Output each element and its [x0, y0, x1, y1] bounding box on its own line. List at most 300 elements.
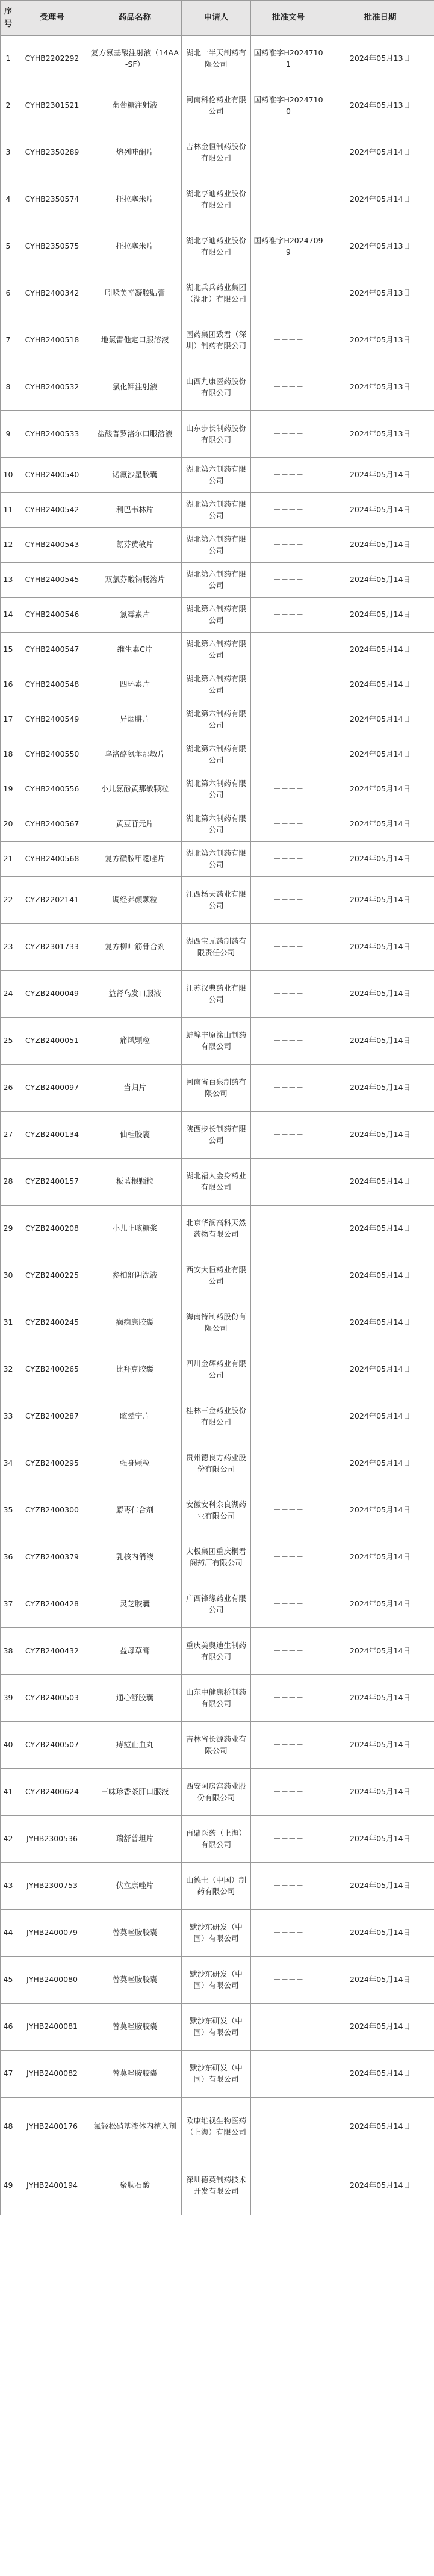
cell-applicant: 湖北第六制药有限公司 — [182, 702, 251, 737]
cell-accept-no: CYZB2400157 — [16, 1159, 88, 1206]
cell-date: 2024年05月14日 — [326, 1487, 434, 1534]
cell-applicant: 湖北第六制药有限公司 — [182, 528, 251, 563]
cell-applicant: 四川金辉药业有限公司 — [182, 1346, 251, 1393]
cell-accept-no: JYHB2400079 — [16, 1910, 88, 1957]
cell-seq: 6 — [1, 270, 16, 317]
cell-date: 2024年05月14日 — [326, 1534, 434, 1581]
cell-seq: 13 — [1, 563, 16, 598]
cell-accept-no: CYZB2202141 — [16, 877, 88, 924]
cell-product: 黄豆苷元片 — [88, 807, 182, 842]
cell-seq: 33 — [1, 1393, 16, 1440]
cell-approval: －－－－ — [251, 842, 326, 877]
cell-accept-no: JYHB2400080 — [16, 1957, 88, 2004]
header-applicant: 申请人 — [182, 1, 251, 36]
cell-product: 调经养颜颗粒 — [88, 877, 182, 924]
cell-product: 氯霉素片 — [88, 598, 182, 633]
table-row — [1, 971, 434, 1018]
cell-product: 三味珍香茶肝口服液 — [88, 1769, 182, 1816]
cell-applicant: 湖北第六制药有限公司 — [182, 807, 251, 842]
cell-product: 熔列哇酮片 — [88, 129, 182, 176]
cell-date: 2024年05月14日 — [326, 1675, 434, 1722]
cell-date: 2024年05月14日 — [326, 1346, 434, 1393]
cell-applicant: 山德士（中国）制药有限公司 — [182, 1863, 251, 1910]
cell-product: 替莫唑胺胶囊 — [88, 2004, 182, 2051]
cell-seq: 5 — [1, 223, 16, 270]
cell-seq: 12 — [1, 528, 16, 563]
cell-date: 2024年05月14日 — [326, 1957, 434, 2004]
cell-approval: －－－－ — [251, 633, 326, 667]
table-row — [1, 702, 434, 737]
cell-date: 2024年05月14日 — [326, 528, 434, 563]
cell-date: 2024年05月14日 — [326, 1910, 434, 1957]
cell-applicant: 湖北第六制药有限公司 — [182, 842, 251, 877]
cell-product: 灵芝胶囊 — [88, 1581, 182, 1628]
cell-seq: 49 — [1, 2156, 16, 2215]
cell-product: 瑞舒普坦片 — [88, 1816, 182, 1863]
cell-accept-no: CYHB2400547 — [16, 633, 88, 667]
table-row — [1, 2051, 434, 2098]
cell-applicant: 默沙东研发（中国）有限公司 — [182, 1957, 251, 2004]
cell-product: 氟轻松硝基液体内植入剂 — [88, 2098, 182, 2156]
cell-date: 2024年05月13日 — [326, 317, 434, 364]
cell-date: 2024年05月14日 — [326, 1252, 434, 1299]
cell-accept-no: CYHB2400543 — [16, 528, 88, 563]
cell-accept-no: JYHB2400176 — [16, 2098, 88, 2156]
cell-product: 异烟肼片 — [88, 702, 182, 737]
cell-seq: 3 — [1, 129, 16, 176]
cell-date: 2024年05月14日 — [326, 1440, 434, 1487]
cell-date: 2024年05月14日 — [326, 1065, 434, 1112]
table-row — [1, 176, 434, 223]
cell-approval: －－－－ — [251, 2051, 326, 2098]
cell-product: 乳核内消液 — [88, 1534, 182, 1581]
cell-product: 益母草膏 — [88, 1628, 182, 1675]
cell-product: 替莫唑胺胶囊 — [88, 1910, 182, 1957]
cell-applicant: 默沙东研发（中国）有限公司 — [182, 1910, 251, 1957]
cell-applicant: 湖北第六制药有限公司 — [182, 772, 251, 807]
table-row — [1, 1581, 434, 1628]
cell-product: 吲哚美辛凝胶贴膏 — [88, 270, 182, 317]
table-row — [1, 737, 434, 772]
cell-applicant: 深圳德英制药技术开发有限公司 — [182, 2156, 251, 2215]
cell-approval: －－－－ — [251, 1957, 326, 2004]
cell-product: 仙桂胶囊 — [88, 1112, 182, 1159]
table-row — [1, 1628, 434, 1675]
cell-approval: －－－－ — [251, 1910, 326, 1957]
cell-approval: －－－－ — [251, 1675, 326, 1722]
header-product: 药品名称 — [88, 1, 182, 36]
header-accept-no: 受理号 — [16, 1, 88, 36]
cell-accept-no: CYZB2400295 — [16, 1440, 88, 1487]
cell-applicant: 国药集团致君（深圳）制药有限公司 — [182, 317, 251, 364]
cell-accept-no: CYHB2400518 — [16, 317, 88, 364]
cell-seq: 11 — [1, 493, 16, 528]
cell-product: 板蓝根颗粒 — [88, 1159, 182, 1206]
cell-product: 比拜克胶囊 — [88, 1346, 182, 1393]
cell-date: 2024年05月13日 — [326, 411, 434, 458]
cell-product: 四环素片 — [88, 667, 182, 702]
cell-accept-no: CYHB2400546 — [16, 598, 88, 633]
cell-date: 2024年05月14日 — [326, 1299, 434, 1346]
cell-applicant: 湖北福人金身药业有限公司 — [182, 1159, 251, 1206]
table-header-row — [1, 1, 434, 36]
cell-seq: 7 — [1, 317, 16, 364]
table-body — [1, 36, 434, 2215]
cell-product: 小儿止咳糖浆 — [88, 1206, 182, 1252]
cell-approval: －－－－ — [251, 737, 326, 772]
cell-applicant: 湖北第六制药有限公司 — [182, 633, 251, 667]
cell-approval: －－－－ — [251, 317, 326, 364]
cell-seq: 24 — [1, 971, 16, 1018]
table-row — [1, 1346, 434, 1393]
cell-seq: 29 — [1, 1206, 16, 1252]
cell-seq: 39 — [1, 1675, 16, 1722]
cell-date: 2024年05月13日 — [326, 364, 434, 411]
cell-seq: 21 — [1, 842, 16, 877]
cell-date: 2024年05月14日 — [326, 1769, 434, 1816]
cell-accept-no: CYHB2400540 — [16, 458, 88, 493]
cell-approval: －－－－ — [251, 598, 326, 633]
cell-approval: －－－－ — [251, 176, 326, 223]
cell-applicant: 默沙东研发（中国）有限公司 — [182, 2051, 251, 2098]
table-row — [1, 2156, 434, 2215]
cell-date: 2024年05月14日 — [326, 2098, 434, 2156]
cell-approval: －－－－ — [251, 667, 326, 702]
cell-applicant: 湖西宝元药制药有限责任公司 — [182, 924, 251, 971]
cell-date: 2024年05月14日 — [326, 1018, 434, 1065]
cell-accept-no: CYZB2400208 — [16, 1206, 88, 1252]
cell-seq: 16 — [1, 667, 16, 702]
cell-product: 托拉塞米片 — [88, 223, 182, 270]
cell-approval: －－－－ — [251, 1159, 326, 1206]
cell-product: 替莫唑胺胶囊 — [88, 2051, 182, 2098]
cell-date: 2024年05月14日 — [326, 1393, 434, 1440]
cell-seq: 2 — [1, 82, 16, 129]
cell-approval: －－－－ — [251, 563, 326, 598]
table-row — [1, 1722, 434, 1769]
cell-product: 参柏舒阴洗液 — [88, 1252, 182, 1299]
cell-date: 2024年05月14日 — [326, 702, 434, 737]
cell-product: 复方氨基酸注射液（14AA-SF） — [88, 36, 182, 82]
cell-seq: 17 — [1, 702, 16, 737]
cell-accept-no: CYZB2400507 — [16, 1722, 88, 1769]
cell-applicant: 湖北第六制药有限公司 — [182, 458, 251, 493]
cell-seq: 14 — [1, 598, 16, 633]
cell-seq: 31 — [1, 1299, 16, 1346]
cell-product: 伏立康唑片 — [88, 1863, 182, 1910]
table-row — [1, 1440, 434, 1487]
cell-applicant: 重庆美奥迪生制药有限公司 — [182, 1628, 251, 1675]
cell-accept-no: JYHB2400194 — [16, 2156, 88, 2215]
cell-accept-no: CYZB2400245 — [16, 1299, 88, 1346]
cell-date: 2024年05月13日 — [326, 270, 434, 317]
cell-approval: －－－－ — [251, 1534, 326, 1581]
cell-applicant: 吉林金恒制药股份有限公司 — [182, 129, 251, 176]
cell-seq: 38 — [1, 1628, 16, 1675]
cell-date: 2024年05月14日 — [326, 633, 434, 667]
table-row — [1, 1252, 434, 1299]
table-row — [1, 36, 434, 82]
cell-seq: 46 — [1, 2004, 16, 2051]
cell-seq: 1 — [1, 36, 16, 82]
cell-accept-no: CYHB2350575 — [16, 223, 88, 270]
table-row — [1, 129, 434, 176]
cell-accept-no: CYHB2400542 — [16, 493, 88, 528]
table-row — [1, 772, 434, 807]
cell-applicant: 河南省百泉制药有限公司 — [182, 1065, 251, 1112]
table-row — [1, 1957, 434, 2004]
cell-seq: 18 — [1, 737, 16, 772]
cell-applicant: 吉林省长源药业有限公司 — [182, 1722, 251, 1769]
cell-date: 2024年05月14日 — [326, 1581, 434, 1628]
cell-approval: －－－－ — [251, 458, 326, 493]
cell-approval: －－－－ — [251, 1206, 326, 1252]
cell-accept-no: CYZB2400225 — [16, 1252, 88, 1299]
cell-date: 2024年05月14日 — [326, 2051, 434, 2098]
table-row — [1, 1112, 434, 1159]
cell-seq: 32 — [1, 1346, 16, 1393]
cell-date: 2024年05月13日 — [326, 223, 434, 270]
cell-applicant: 广西锋缘药业有限公司 — [182, 1581, 251, 1628]
cell-approval: －－－－ — [251, 1487, 326, 1534]
cell-product: 诺氟沙星胶囊 — [88, 458, 182, 493]
cell-product: 小儿氨酚黄那敏颗粒 — [88, 772, 182, 807]
table-row — [1, 2098, 434, 2156]
table-row — [1, 877, 434, 924]
cell-seq: 25 — [1, 1018, 16, 1065]
cell-accept-no: CYHB2350574 — [16, 176, 88, 223]
cell-accept-no: CYZB2400097 — [16, 1065, 88, 1112]
cell-applicant: 陕西步长制药有限公司 — [182, 1112, 251, 1159]
cell-product: 益肾乌发口服液 — [88, 971, 182, 1018]
cell-applicant: 湖北第六制药有限公司 — [182, 667, 251, 702]
cell-date: 2024年05月13日 — [326, 36, 434, 82]
cell-approval: －－－－ — [251, 971, 326, 1018]
table-row — [1, 1863, 434, 1910]
cell-date: 2024年05月14日 — [326, 129, 434, 176]
cell-product: 盐酸普罗洛尔口服溶液 — [88, 411, 182, 458]
cell-approval: －－－－ — [251, 1816, 326, 1863]
cell-date: 2024年05月14日 — [326, 971, 434, 1018]
cell-product: 地氯雷他定口服溶液 — [88, 317, 182, 364]
cell-applicant: 蚌埠丰原涂山制药有限公司 — [182, 1018, 251, 1065]
cell-applicant: 湖北亨迪药业股份有限公司 — [182, 176, 251, 223]
cell-approval: －－－－ — [251, 493, 326, 528]
cell-seq: 34 — [1, 1440, 16, 1487]
cell-seq: 22 — [1, 877, 16, 924]
table-row — [1, 493, 434, 528]
cell-date: 2024年05月14日 — [326, 807, 434, 842]
cell-date: 2024年05月13日 — [326, 82, 434, 129]
cell-approval: －－－－ — [251, 1018, 326, 1065]
cell-date: 2024年05月14日 — [326, 1159, 434, 1206]
cell-approval: －－－－ — [251, 2004, 326, 2051]
cell-product: 通心舒胶囊 — [88, 1675, 182, 1722]
cell-approval: －－－－ — [251, 1769, 326, 1816]
cell-approval: －－－－ — [251, 1393, 326, 1440]
cell-accept-no: CYZB2400265 — [16, 1346, 88, 1393]
cell-applicant: 湖北一半天制药有限公司 — [182, 36, 251, 82]
table-row — [1, 1159, 434, 1206]
cell-approval: －－－－ — [251, 924, 326, 971]
cell-approval: －－－－ — [251, 270, 326, 317]
cell-seq: 27 — [1, 1112, 16, 1159]
cell-applicant: 欧康维视生物医药（上海）有限公司 — [182, 2098, 251, 2156]
cell-accept-no: JYHB2300536 — [16, 1816, 88, 1863]
cell-product: 利巴韦林片 — [88, 493, 182, 528]
cell-approval: －－－－ — [251, 1065, 326, 1112]
cell-seq: 4 — [1, 176, 16, 223]
cell-applicant: 湖北兵兵药业集团（湖北）有限公司 — [182, 270, 251, 317]
cell-accept-no: CYZB2400051 — [16, 1018, 88, 1065]
cell-accept-no: CYHB2400567 — [16, 807, 88, 842]
cell-accept-no: CYZB2400503 — [16, 1675, 88, 1722]
cell-product: 强身颗粒 — [88, 1440, 182, 1487]
cell-product: 托拉塞米片 — [88, 176, 182, 223]
cell-date: 2024年05月14日 — [326, 458, 434, 493]
cell-accept-no: CYHB2400549 — [16, 702, 88, 737]
table-row — [1, 1018, 434, 1065]
cell-seq: 30 — [1, 1252, 16, 1299]
cell-approval: －－－－ — [251, 1440, 326, 1487]
cell-product: 维生素C片 — [88, 633, 182, 667]
cell-approval: －－－－ — [251, 1628, 326, 1675]
table-row — [1, 223, 434, 270]
cell-seq: 19 — [1, 772, 16, 807]
table-row — [1, 2004, 434, 2051]
cell-product: 聚肽石酸 — [88, 2156, 182, 2215]
cell-approval: －－－－ — [251, 877, 326, 924]
cell-applicant: 江西杨天药业有限公司 — [182, 877, 251, 924]
cell-approval: －－－－ — [251, 1252, 326, 1299]
cell-approval: －－－－ — [251, 702, 326, 737]
cell-date: 2024年05月14日 — [326, 877, 434, 924]
cell-accept-no: CYZB2400300 — [16, 1487, 88, 1534]
cell-seq: 45 — [1, 1957, 16, 2004]
cell-applicant: 湖北第六制药有限公司 — [182, 563, 251, 598]
cell-accept-no: CYHB2301521 — [16, 82, 88, 129]
table-row — [1, 633, 434, 667]
header-date: 批准日期 — [326, 1, 434, 36]
table-row — [1, 667, 434, 702]
cell-seq: 47 — [1, 2051, 16, 2098]
table-row — [1, 82, 434, 129]
cell-seq: 8 — [1, 364, 16, 411]
cell-date: 2024年05月14日 — [326, 1628, 434, 1675]
cell-applicant: 湖北第六制药有限公司 — [182, 598, 251, 633]
cell-accept-no: CYHB2400545 — [16, 563, 88, 598]
cell-approval: 国药准字H20247099 — [251, 223, 326, 270]
cell-applicant: 湖北亨迪药业股份有限公司 — [182, 223, 251, 270]
cell-product: 氯芬黄敏片 — [88, 528, 182, 563]
cell-approval: －－－－ — [251, 1299, 326, 1346]
cell-date: 2024年05月14日 — [326, 176, 434, 223]
cell-accept-no: JYHB2400082 — [16, 2051, 88, 2098]
cell-applicant: 山西九康医药股份有限公司 — [182, 364, 251, 411]
cell-date: 2024年05月14日 — [326, 1816, 434, 1863]
cell-seq: 35 — [1, 1487, 16, 1534]
table-row — [1, 598, 434, 633]
cell-product: 葡萄糖注射液 — [88, 82, 182, 129]
cell-seq: 42 — [1, 1816, 16, 1863]
cell-date: 2024年05月14日 — [326, 842, 434, 877]
table-row — [1, 1534, 434, 1581]
cell-date: 2024年05月14日 — [326, 1863, 434, 1910]
cell-accept-no: CYHB2400568 — [16, 842, 88, 877]
cell-date: 2024年05月14日 — [326, 493, 434, 528]
cell-applicant: 再鼎医药（上海）有限公司 — [182, 1816, 251, 1863]
table-row — [1, 1206, 434, 1252]
table-row — [1, 807, 434, 842]
cell-seq: 9 — [1, 411, 16, 458]
cell-seq: 37 — [1, 1581, 16, 1628]
cell-approval: －－－－ — [251, 1346, 326, 1393]
cell-seq: 48 — [1, 2098, 16, 2156]
cell-approval: －－－－ — [251, 1863, 326, 1910]
table-row — [1, 842, 434, 877]
cell-applicant: 贵州德良方药业股份有限公司 — [182, 1440, 251, 1487]
cell-date: 2024年05月14日 — [326, 1722, 434, 1769]
cell-approval: －－－－ — [251, 129, 326, 176]
cell-applicant: 湖北第六制药有限公司 — [182, 493, 251, 528]
cell-accept-no: CYZB2400049 — [16, 971, 88, 1018]
cell-applicant: 江苏汉典药业有限公司 — [182, 971, 251, 1018]
table-row — [1, 1393, 434, 1440]
cell-product: 乌洛酪氨苯那敏片 — [88, 737, 182, 772]
table-row — [1, 1675, 434, 1722]
cell-seq: 23 — [1, 924, 16, 971]
cell-product: 痔痘止血丸 — [88, 1722, 182, 1769]
cell-applicant: 西安阿房宫药业股份有限公司 — [182, 1769, 251, 1816]
cell-applicant: 安徽安科余良湖药业有限公司 — [182, 1487, 251, 1534]
cell-date: 2024年05月14日 — [326, 2004, 434, 2051]
table-row — [1, 270, 434, 317]
cell-product: 复方磺胺甲噁唑片 — [88, 842, 182, 877]
cell-accept-no: CYZB2400379 — [16, 1534, 88, 1581]
cell-accept-no: CYHB2202292 — [16, 36, 88, 82]
cell-date: 2024年05月14日 — [326, 1206, 434, 1252]
cell-product: 眩晕宁片 — [88, 1393, 182, 1440]
cell-accept-no: CYZB2400428 — [16, 1581, 88, 1628]
cell-approval: －－－－ — [251, 1112, 326, 1159]
cell-seq: 44 — [1, 1910, 16, 1957]
cell-seq: 20 — [1, 807, 16, 842]
cell-accept-no: CYHB2400556 — [16, 772, 88, 807]
cell-date: 2024年05月14日 — [326, 667, 434, 702]
cell-date: 2024年05月14日 — [326, 598, 434, 633]
cell-date: 2024年05月14日 — [326, 924, 434, 971]
cell-date: 2024年05月14日 — [326, 563, 434, 598]
cell-date: 2024年05月14日 — [326, 1112, 434, 1159]
cell-applicant: 西安大恒药业有限公司 — [182, 1252, 251, 1299]
cell-applicant: 北京华润高科天然药物有限公司 — [182, 1206, 251, 1252]
cell-accept-no: CYHB2400342 — [16, 270, 88, 317]
cell-seq: 26 — [1, 1065, 16, 1112]
cell-product: 氯化钾注射液 — [88, 364, 182, 411]
cell-approval: －－－－ — [251, 772, 326, 807]
cell-approval: －－－－ — [251, 411, 326, 458]
cell-applicant: 河南科伦药业有限公司 — [182, 82, 251, 129]
table-row — [1, 1299, 434, 1346]
cell-approval: 国药准字H20247100 — [251, 82, 326, 129]
cell-applicant: 山东步长制药股份有限公司 — [182, 411, 251, 458]
table-row — [1, 924, 434, 971]
table-row — [1, 563, 434, 598]
cell-approval: －－－－ — [251, 528, 326, 563]
cell-seq: 28 — [1, 1159, 16, 1206]
table-row — [1, 528, 434, 563]
cell-product: 复方柳叶筋骨合剂 — [88, 924, 182, 971]
